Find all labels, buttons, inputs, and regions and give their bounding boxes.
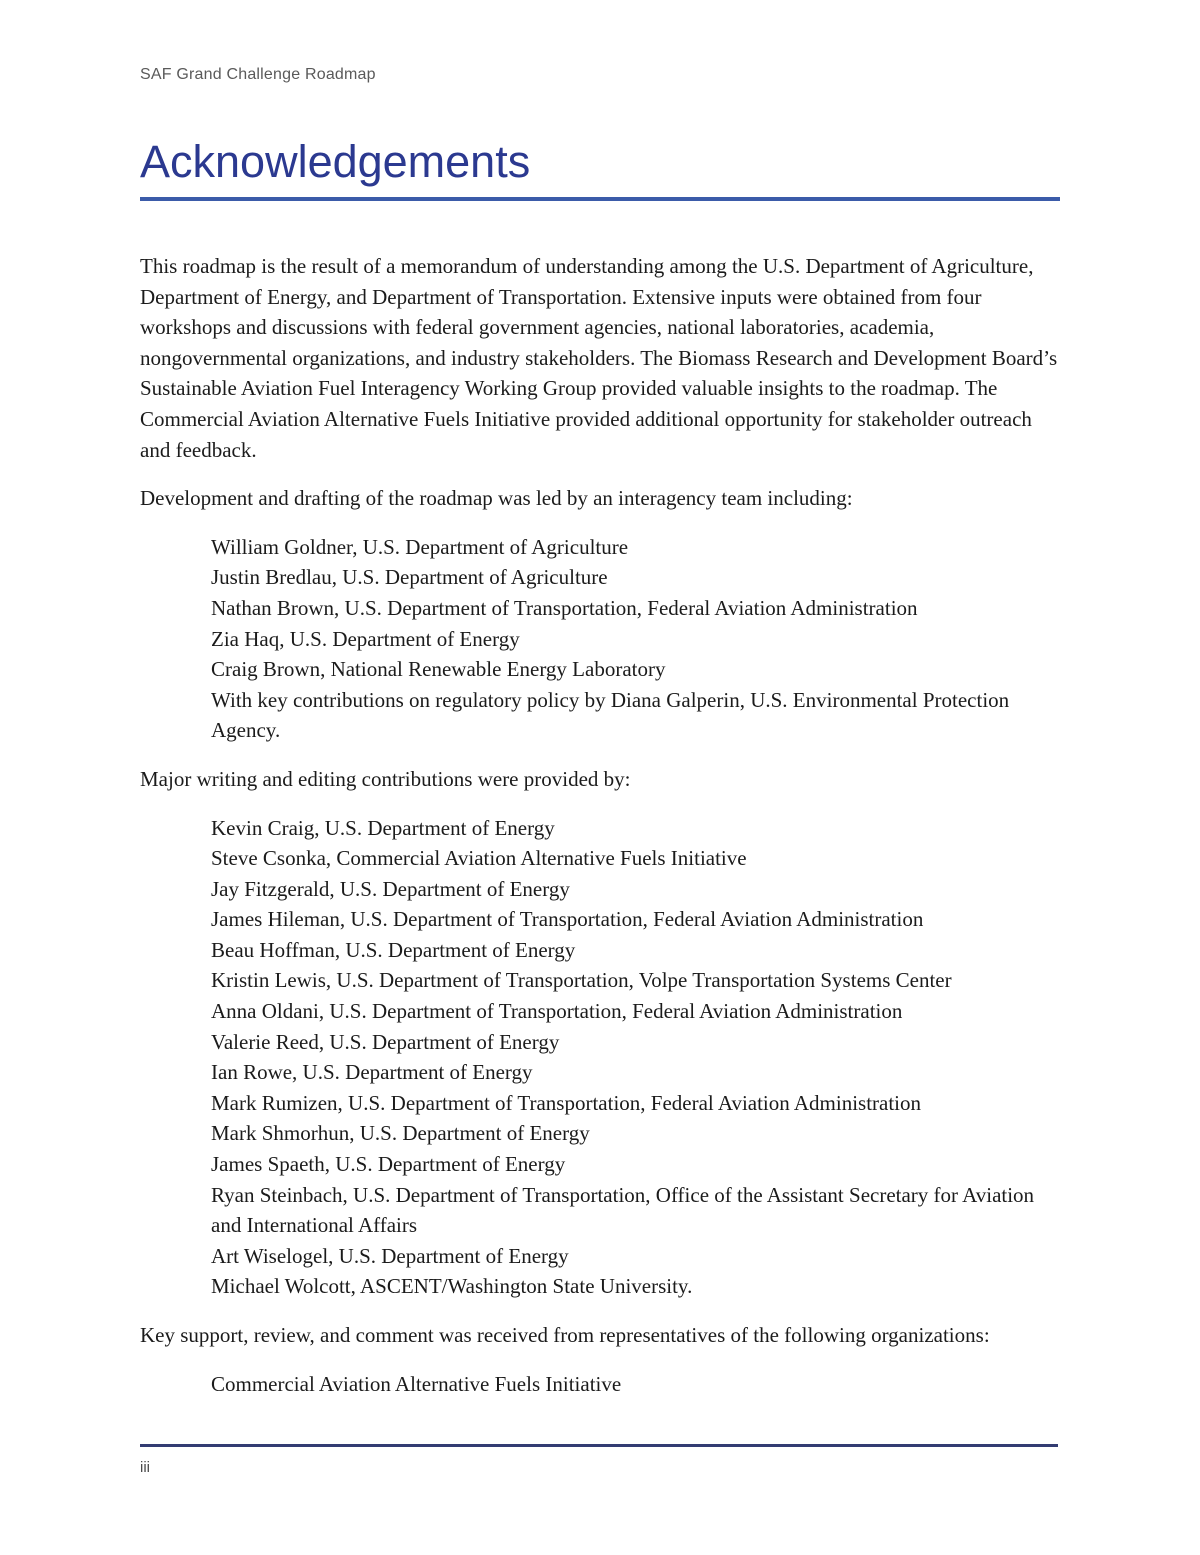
list-item: James Spaeth, U.S. Department of Energy [211,1152,566,1177]
list-item: Michael Wolcott, ASCENT/Washington State University. [211,1274,693,1299]
list-item: James Hileman, U.S. Department of Transportation, Federal Aviation Administration [211,907,924,932]
list-item: Commercial Aviation Alternative Fuels Initiative [211,1371,622,1396]
list-item: Mark Rumizen, U.S. Department of Transportation, Federal Aviation Administration [211,1090,922,1115]
intro-paragraph: This roadmap is the result of a memorandum of understanding among the U.S. Department of Agriculture, Department of Energy, and Department of Transportation. Extensive inputs were obtained from four workshops and discussions with federal government agencies, national laboratories, academia, nongovernmental organizations, and industry stakeholders. The Biomass Research and Development Board’s Sustainable Aviation Fuel Interagency Working Group provided valuable insights to the roadmap. The Commercial Aviation Alternative Fuels Initiative provided additional opportunity for stakeholder outreach and feedback. [140,254,1058,462]
interagency-team-list [140,532,1060,746]
list-item: Anna Oldani, U.S. Department of Transportation, Federal Aviation Administration [211,999,903,1024]
list-item: Steve Csonka, Commercial Aviation Alternative Fuels Initiative [211,846,747,871]
page-number: iii [140,1459,150,1476]
list-item: Valerie Reed, U.S. Department of Energy [211,1029,560,1054]
page-title: Acknowledgements [140,136,531,187]
list-item: Jay Fitzgerald, U.S. Department of Energy [211,876,570,901]
list-item: Kevin Craig, U.S. Department of Energy [211,815,555,840]
title-rule [140,197,1060,201]
list-item: Craig Brown, National Renewable Energy Laboratory [211,657,666,682]
list-item: Art Wiselogel, U.S. Department of Energy [211,1243,569,1268]
team-intro-paragraph: Development and drafting of the roadmap was led by an interagency team including: [140,486,853,511]
list-item: Beau Hoffman, U.S. Department of Energy [211,937,576,962]
organizations-list [140,1369,1060,1400]
contributors-list [140,813,1060,1303]
list-item: Ryan Steinbach, U.S. Department of Transportation, Office of the Assistant Secretary for Aviation and International Affairs [211,1182,1035,1238]
support-intro-paragraph: Key support, review, and comment was received from representatives of the following organizations: [140,1323,990,1347]
list-item: With key contributions on regulatory policy by Diana Galperin, U.S. Environmental Protection Agency. [211,687,1010,743]
footer-rule [140,1444,1058,1447]
list-item: Zia Haq, U.S. Department of Energy [211,626,520,651]
contrib-intro-paragraph: Major writing and editing contributions were provided by: [140,766,631,791]
running-head: SAF Grand Challenge Roadmap [140,66,376,83]
list-item: Kristin Lewis, U.S. Department of Transportation, Volpe Transportation Systems Center [211,968,952,993]
list-item: Mark Shmorhun, U.S. Department of Energy [211,1121,590,1146]
list-item: Ian Rowe, U.S. Department of Energy [211,1060,533,1085]
list-item: Nathan Brown, U.S. Department of Transportation, Federal Aviation Administration [211,595,918,620]
list-item: William Goldner, U.S. Department of Agriculture [211,534,629,559]
list-item: Justin Bredlau, U.S. Department of Agriculture [211,565,608,590]
